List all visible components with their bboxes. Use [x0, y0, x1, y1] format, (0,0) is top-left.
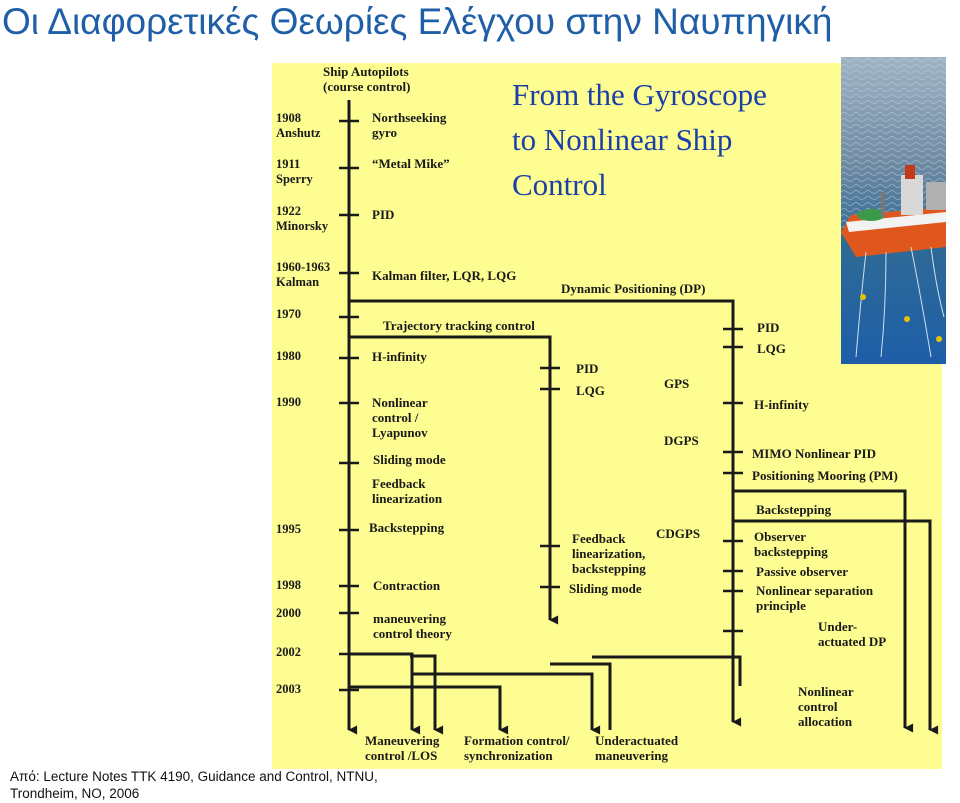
- dp-item-line: MIMO Nonlinear PID: [752, 446, 876, 461]
- dp-item-line: actuated DP: [818, 634, 887, 649]
- trajectory-item-line: PID: [576, 361, 599, 376]
- autopilot-item-line: Kalman filter, LQR, LQG: [372, 268, 517, 283]
- autopilot-item: [373, 452, 446, 467]
- autopilot-item: [372, 156, 450, 171]
- source-caption-line: Από: Lecture Notes TTK 4190, Guidance and Control, NTNU,: [10, 769, 378, 784]
- dp-item-line: H-infinity: [754, 397, 809, 412]
- underactuated-connector: [592, 657, 740, 686]
- autopilot-item-line: PID: [372, 207, 395, 222]
- timeline-entry: [276, 645, 301, 660]
- autopilot-item: [372, 110, 446, 140]
- outcome-item-line: maneuvering: [595, 748, 668, 763]
- dp-item: [756, 564, 848, 579]
- autopilot-item-line: maneuvering: [373, 611, 446, 626]
- dp-item: [752, 446, 876, 461]
- dp-item-line: Nonlinear separation: [756, 583, 874, 598]
- timeline-name: Anshutz: [276, 126, 321, 140]
- autopilot-item-line: Contraction: [373, 578, 441, 593]
- autopilot-header-line: Ship Autopilots: [323, 64, 409, 79]
- dp-item-line: principle: [756, 598, 806, 613]
- outcome-item-line: Underactuated: [595, 733, 679, 748]
- timeline-entry: [276, 606, 301, 621]
- trajectory-item-line: backstepping: [572, 561, 646, 576]
- autopilot-header: [323, 64, 410, 94]
- trajectory-item: [572, 531, 646, 576]
- dp-item-line: control: [798, 699, 838, 714]
- timeline-entry: [276, 260, 330, 290]
- trajectory-item-line: Feedback: [572, 531, 626, 546]
- timeline-year: 2000: [276, 606, 301, 620]
- timeline-entry: [276, 395, 301, 410]
- timeline-year: 1990: [276, 395, 301, 409]
- dp-item: [752, 468, 898, 483]
- dp-header: Dynamic Positioning (DP): [561, 281, 706, 296]
- autopilot-item: [372, 476, 442, 506]
- dp-item-line: PID: [757, 320, 780, 335]
- autopilot-item: [372, 207, 394, 222]
- dp-item-line: Nonlinear: [798, 684, 854, 699]
- autopilot-item-line: Nonlinear: [372, 395, 428, 410]
- timeline-year: 1960-1963: [276, 260, 331, 274]
- dp-item-line: allocation: [798, 714, 853, 729]
- outcome-item-line: control /LOS: [365, 748, 438, 763]
- timeline-entry: [276, 682, 301, 697]
- maneuvering-branch: [349, 654, 412, 730]
- timeline-year: 2003: [276, 682, 301, 696]
- formation-branch: [349, 687, 500, 730]
- dp-item-line: LQG: [757, 341, 786, 356]
- dp-item-line: Positioning Mooring (PM): [752, 468, 898, 483]
- timeline-entry: [276, 349, 301, 364]
- autopilot-item-line: “Metal Mike”: [372, 156, 450, 171]
- dp-item: [756, 502, 831, 517]
- trajectory-item: [569, 581, 642, 596]
- dp-item-line: Passive observer: [756, 564, 849, 579]
- trajectory-item-line: linearization,: [572, 546, 646, 561]
- outcome-item-line: Maneuvering: [365, 733, 440, 748]
- timeline-year: 1995: [276, 522, 301, 536]
- autopilot-item: [372, 349, 427, 364]
- outcome-item-line: synchronization: [464, 748, 553, 763]
- formation-connector: [412, 674, 592, 730]
- autopilot-item-line: control theory: [373, 626, 452, 641]
- timeline-entry: [276, 204, 328, 234]
- timeline-entry: [276, 578, 301, 593]
- autopilot-item: [373, 611, 452, 641]
- dp-branch-line: [349, 301, 733, 722]
- navigation-item: [664, 376, 689, 391]
- trajectory-item: [576, 383, 605, 398]
- trajectory-item-line: Sliding mode: [569, 581, 642, 596]
- dp-item: [756, 583, 873, 613]
- dp-item-line: backstepping: [754, 544, 828, 559]
- dp-item: [754, 529, 828, 559]
- timeline-year: 1970: [276, 307, 301, 321]
- timeline-entry: [276, 522, 301, 537]
- trajectory-header: Trajectory tracking control: [383, 318, 535, 333]
- dp-item: [757, 320, 779, 335]
- timeline-year: 1911: [276, 157, 301, 171]
- autopilot-item-line: Sliding mode: [373, 452, 446, 467]
- timeline-year: 1998: [276, 578, 301, 592]
- dp-item-line: Observer: [754, 529, 806, 544]
- autopilot-item-line: Lyapunov: [372, 425, 428, 440]
- autopilot-item-line: linearization: [372, 491, 443, 506]
- autopilot-item: [372, 268, 516, 283]
- dp-item: [754, 397, 809, 412]
- timeline-year: 2002: [276, 645, 301, 659]
- autopilot-item: [372, 395, 428, 440]
- timeline-name: Kalman: [276, 275, 320, 289]
- timeline-entry: [276, 307, 301, 322]
- outcome-item: [464, 733, 570, 763]
- autopilot-item-line: Backstepping: [369, 520, 445, 535]
- timeline-name: Minorsky: [276, 219, 329, 233]
- autopilot-item-line: Feedback: [372, 476, 426, 491]
- outcome-item: [595, 733, 678, 763]
- navigation-item-line: DGPS: [664, 433, 699, 448]
- slide-title: Οι Διαφορετικές Θεωρίες Ελέγχου στην Ναυπηγική: [2, 1, 833, 42]
- figure-title-line: to Nonlinear Ship: [512, 122, 733, 157]
- autopilot-item-line: Northseeking: [372, 110, 447, 125]
- source-caption-line: Trondheim, NO, 2006: [10, 786, 140, 801]
- timeline-name: Sperry: [276, 172, 313, 186]
- autopilot-item: [373, 578, 440, 593]
- navigation-item: [656, 526, 700, 541]
- figure-title: [512, 72, 767, 207]
- outcome-item: [365, 733, 439, 763]
- figure-title-line: Control: [512, 167, 607, 202]
- dp-item: [818, 619, 886, 649]
- autopilot-header-line: (course control): [323, 79, 411, 94]
- dp-item-line: Under-: [818, 619, 858, 634]
- autopilot-item-line: gyro: [372, 125, 398, 140]
- navigation-item-line: CDGPS: [656, 526, 701, 541]
- navigation-item-line: GPS: [664, 376, 690, 391]
- timeline-entry: [276, 157, 313, 187]
- outcome-item-line: Formation control/: [464, 733, 570, 748]
- figure-title-line: From the Gyroscope: [512, 77, 767, 112]
- source-caption: [10, 768, 378, 802]
- dp-item: [757, 341, 786, 356]
- underactuated-branch: [410, 656, 435, 730]
- dp-item: [798, 684, 854, 729]
- autopilot-item: [369, 520, 444, 535]
- timeline-year: 1908: [276, 111, 301, 125]
- dp-item-line: Backstepping: [756, 502, 832, 517]
- timeline-entry: [276, 111, 320, 141]
- autopilot-item-line: control /: [372, 410, 419, 425]
- autopilot-item-line: H-infinity: [372, 349, 427, 364]
- trajectory-item-line: LQG: [576, 383, 605, 398]
- timeline-year: 1980: [276, 349, 301, 363]
- navigation-item: [664, 433, 699, 448]
- trajectory-item: [576, 361, 598, 376]
- timeline-year: 1922: [276, 204, 301, 218]
